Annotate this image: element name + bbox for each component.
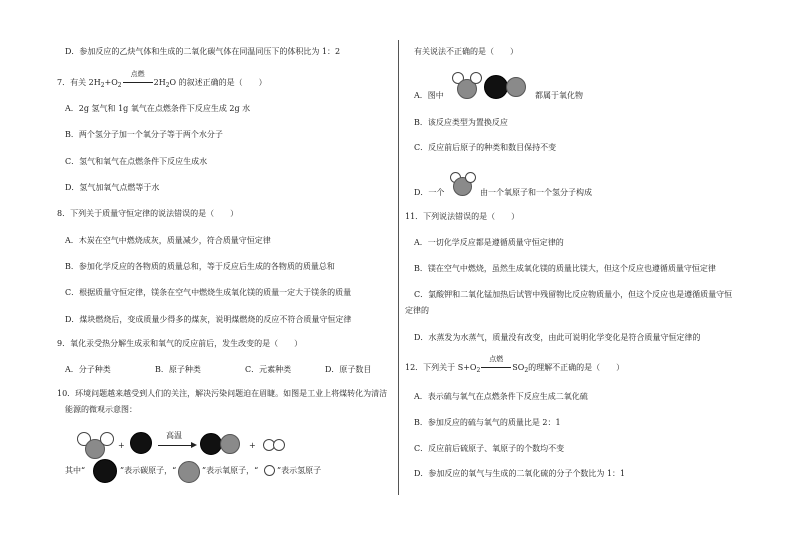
hydrogen-atom-icon xyxy=(264,465,275,476)
q9-option-d: D．原子数目 xyxy=(325,365,372,374)
hydrogen-atom-icon xyxy=(465,172,476,183)
q6-option-d: D．参加反应的乙炔气体和生成的二氧化碳气体在同温同压下的体积比为 1：2 xyxy=(65,47,341,56)
q10-stem-line1: 10．环境问题越来越受到人们的关注，解决污染问题迫在眉睫。如图是工业上将煤转化为清洁 xyxy=(57,389,388,398)
q8-option-a: A．木炭在空气中燃烧成灰，质量减少，符合质量守恒定律 xyxy=(65,236,271,245)
high-temperature-condition: 高温 xyxy=(166,431,182,440)
carbon-atom-icon xyxy=(130,432,152,454)
q12-option-d: D．参加反应的氧气与生成的二氧化硫的分子个数比为 1：1 xyxy=(414,469,626,478)
q10-question: 有关说法不正确的是（ ） xyxy=(414,47,518,56)
q10-option-a-prefix: A．图中 xyxy=(414,91,444,100)
legend-prefix: 其中“ xyxy=(65,466,86,475)
legend-oxygen: ”表示氧原子，“ xyxy=(202,466,259,475)
legend-hydrogen: ”表示氢原子 xyxy=(277,466,322,475)
q10-option-a-suffix: 都属于氧化物 xyxy=(535,91,583,100)
q8-option-b: B．参加化学反应的各物质的质量总和，等于反应后生成的各物质的质量总和 xyxy=(65,262,335,271)
q8-option-d: D．煤块燃烧后，变成质量少得多的煤灰，说明煤燃烧的反应不符合质量守恒定律 xyxy=(65,315,352,324)
plus-sign: + xyxy=(118,441,125,450)
carbon-atom-icon xyxy=(484,75,508,99)
q11-stem: 11．下列说法错误的是（ ） xyxy=(405,212,520,221)
q11-option-c-line2: 定律的 xyxy=(405,306,429,315)
q8-option-c: C．根据质量守恒定律，镁条在空气中燃烧生成氧化镁的质量一定大于镁条的质量 xyxy=(65,288,352,297)
q11-option-a: A．一切化学反应都是遵循质量守恒定律的 xyxy=(414,238,564,247)
q11-option-b: B．镁在空气中燃烧，虽然生成氧化镁的质量比镁大，但这个反应也遵循质量守恒定律 xyxy=(414,264,716,273)
q9-option-a: A．分子种类 xyxy=(65,365,111,374)
q9-option-c: C．元素种类 xyxy=(245,365,292,374)
q9-stem: 9．氧化汞受热分解生成汞和氧气的反应前后，发生改变的是（ ） xyxy=(57,339,303,348)
q11-option-d: D．水蒸发为水蒸气，质量没有改变，由此可说明化学变化是符合质量守恒定律的 xyxy=(414,333,701,342)
carbon-atom-icon xyxy=(93,459,117,483)
hydrogen-atom-icon xyxy=(470,72,482,84)
q10-option-c: C．反应前后原子的种类和数目保持不变 xyxy=(414,143,557,152)
q12-stem: 12．下列关于 $S+O_2$ 点燃 $SO_2$的理解不正确的是（ ） xyxy=(405,355,625,374)
oxygen-atom-icon xyxy=(506,77,526,97)
q8-stem: 8．下列关于质量守恒定律的说法错误的是（ ） xyxy=(57,209,239,218)
q12-option-a: A．表示硫与氧气在点燃条件下反应生成二氧化硫 xyxy=(414,392,588,401)
oxygen-atom-icon xyxy=(220,434,240,454)
q12-option-c: C．反应前后硫原子、氧原子的个数均不变 xyxy=(414,444,565,453)
q7-option-c: C．氢气和氧气在点燃条件下反应生成水 xyxy=(65,157,208,166)
q10-option-b: B．该反应类型为置换反应 xyxy=(414,118,508,127)
carbon-atom-icon xyxy=(200,433,222,455)
oxygen-atom-icon xyxy=(178,461,200,483)
q10-option-d-prefix: D．一个 xyxy=(414,188,445,197)
arrow-head-icon xyxy=(191,442,197,448)
plus-sign: + xyxy=(249,441,256,450)
q11-option-c-line1: C．氯酸钾和二氧化锰加热后试管中残留物比反应物质量小，但这个反应也是遵循质量守恒 xyxy=(414,290,733,299)
legend-carbon: ”表示碳原子，“ xyxy=(120,466,177,475)
q12-option-b: B．参加反应的硫与氧气的质量比是 2：1 xyxy=(414,418,561,427)
q7-option-d: D．氢气加氧气点燃等于水 xyxy=(65,183,160,192)
q12-reaction-condition: 点燃 xyxy=(481,362,511,373)
reaction-arrow xyxy=(158,445,192,446)
q7-stem: 7．有关 $2H_2+O_2$ 点燃 $2H_2O$ 的叙述正确的是（ ） xyxy=(57,70,267,89)
q7-option-a: A．2g 氢气和 1g 氧气在点燃条件下反应生成 2g 水 xyxy=(65,104,251,113)
q10-stem-line2: 能源的微观示意图： xyxy=(65,405,137,414)
q10-option-d-suffix: 由一个氧原子和一个氢分子构成 xyxy=(480,188,592,197)
hydrogen-atom-icon xyxy=(273,439,285,451)
q7-reaction-condition: 点燃 xyxy=(123,77,153,88)
column-divider xyxy=(398,40,399,495)
hydrogen-atom-icon xyxy=(100,432,114,446)
q7-option-b: B．两个氢分子加一个氧分子等于两个水分子 xyxy=(65,130,223,139)
q9-option-b: B．原子种类 xyxy=(155,365,201,374)
